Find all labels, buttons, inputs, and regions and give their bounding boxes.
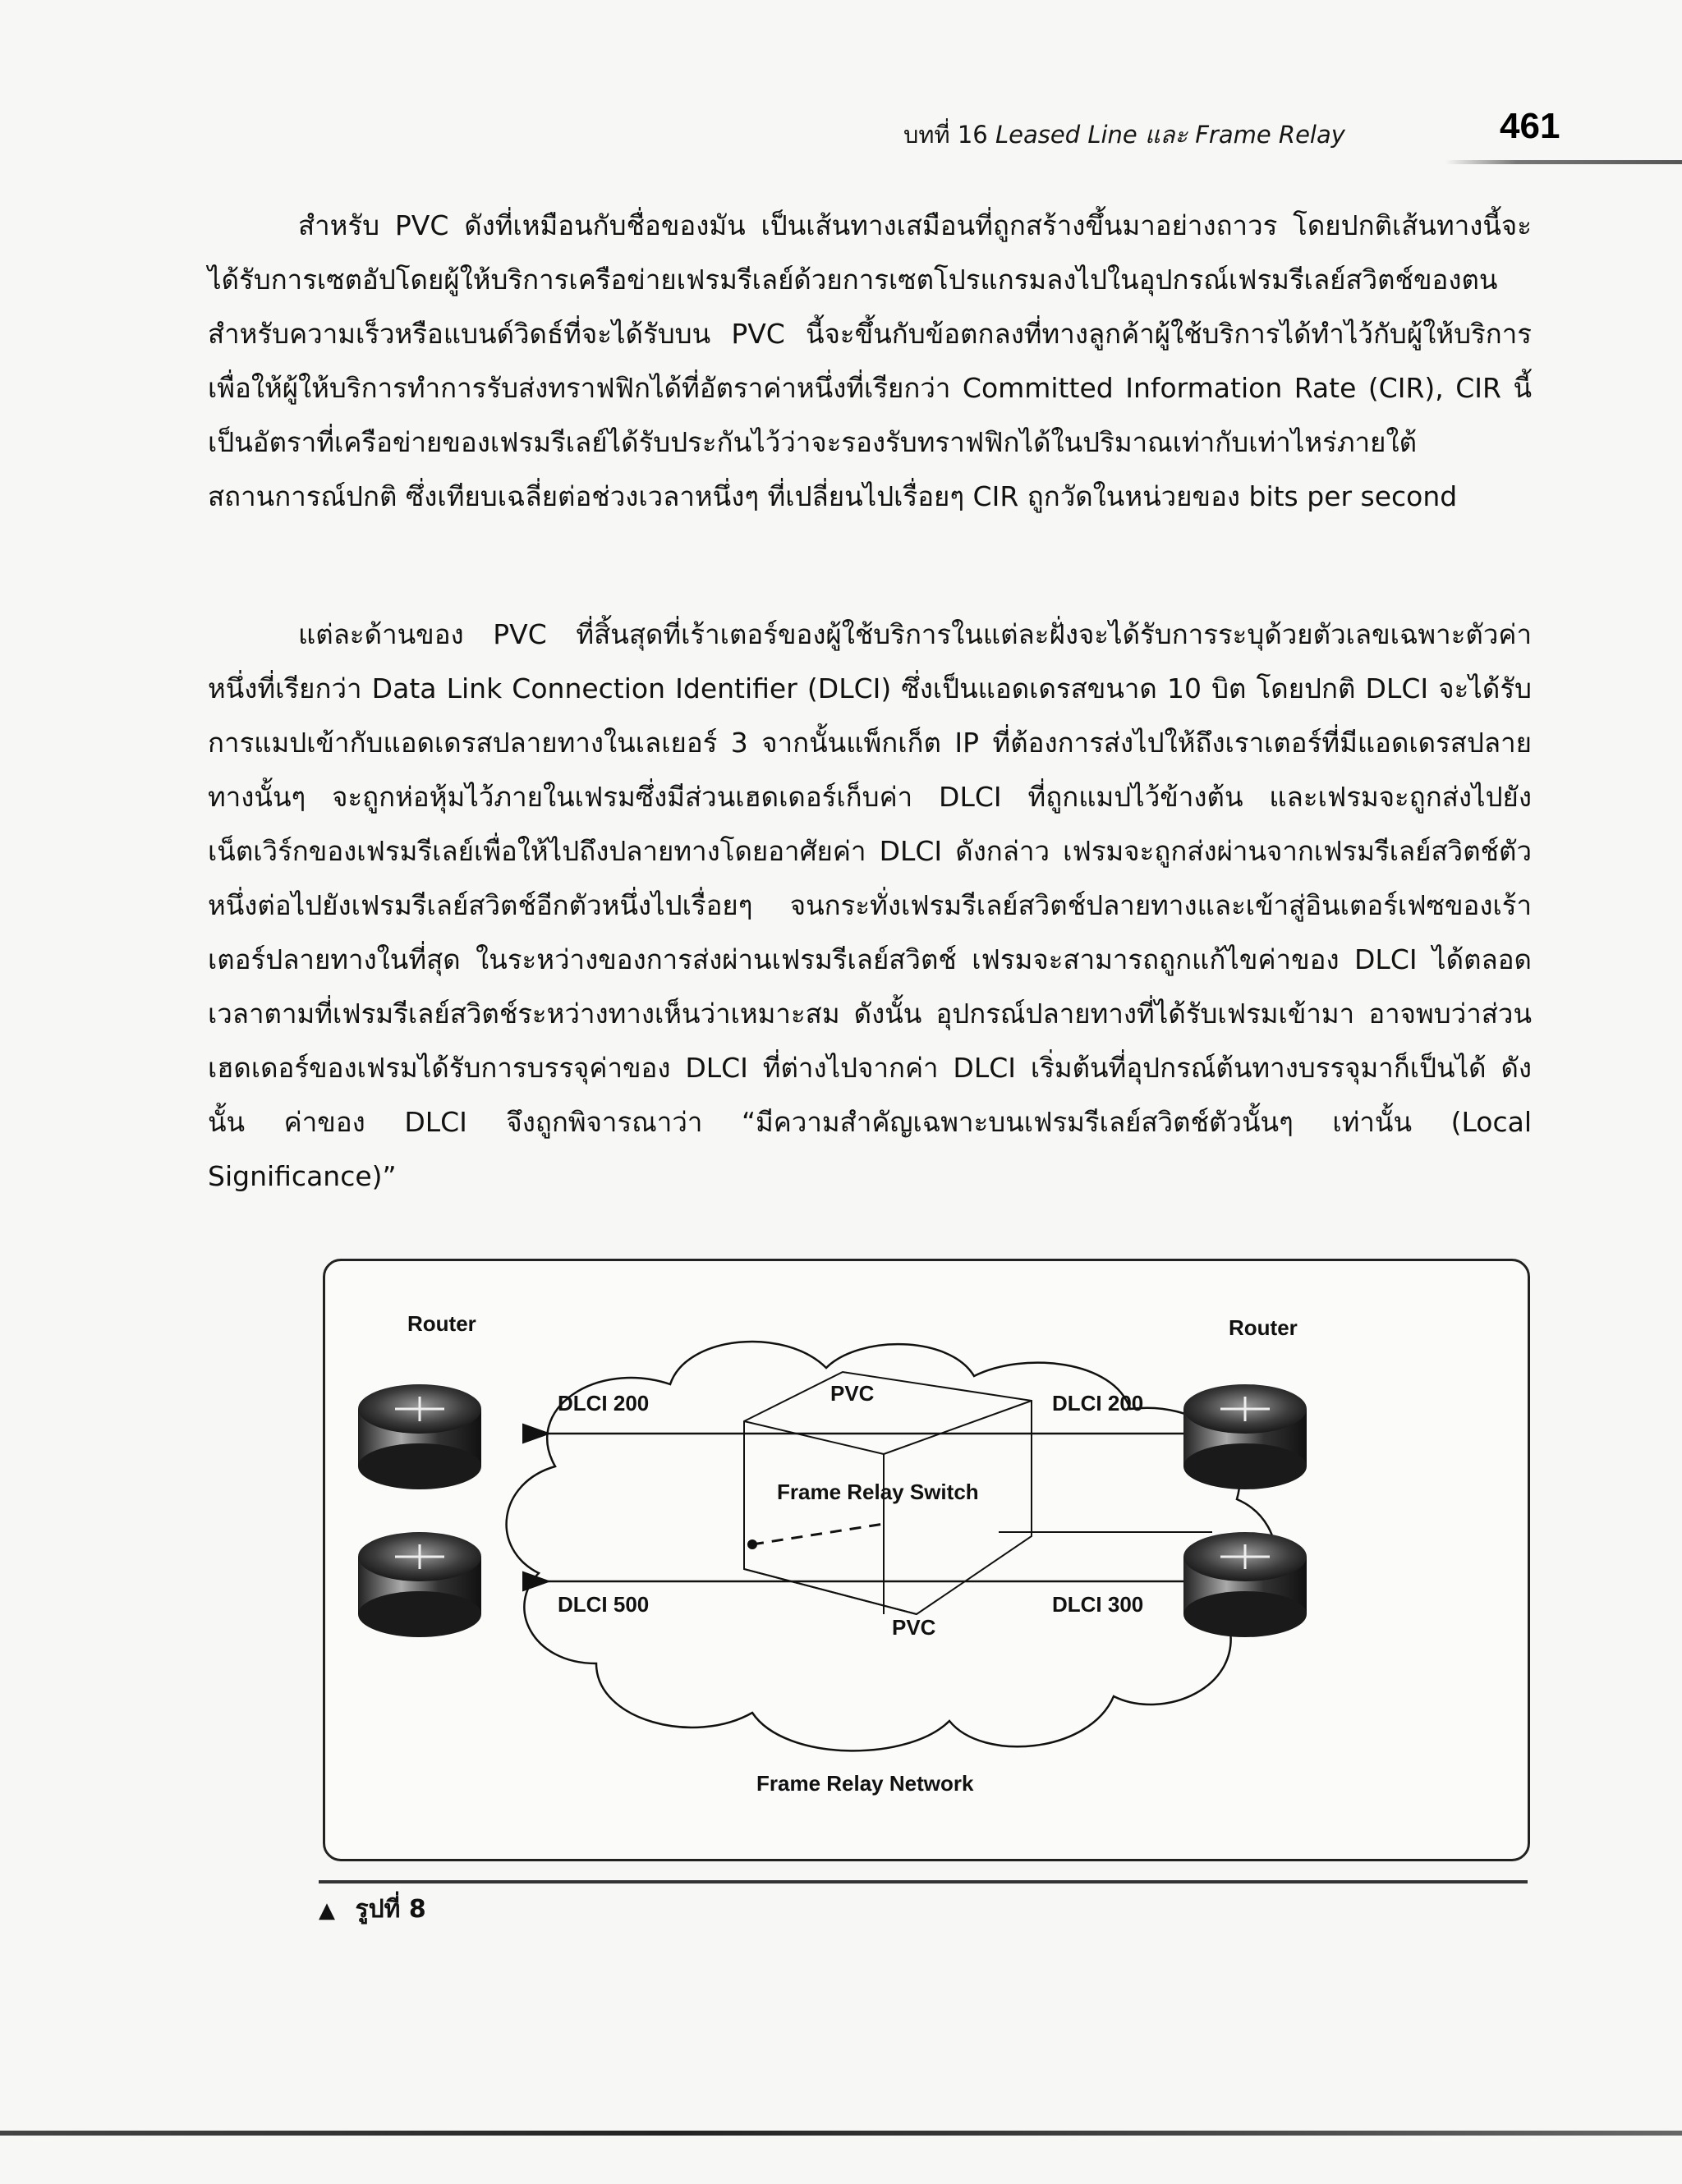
router-icon bbox=[1183, 1384, 1307, 1489]
router-label-left: Router bbox=[407, 1311, 476, 1336]
page-bottom-rule bbox=[0, 2131, 1682, 2136]
router-label-right: Router bbox=[1229, 1315, 1298, 1340]
running-header bbox=[0, 103, 1682, 185]
dlci-label-top-right: DLCI 200 bbox=[1052, 1391, 1144, 1415]
paragraph-text: แต่ละด้านของ PVC ที่สิ้นสุดที่เร้าเตอร์ของผู้ใช้บริการในแต่ละฝั่งจะได้รับการระบุด้วยตัวเลขเฉพาะตัวค่าหนึ่งที่เรียกว่า Data Link Connection Identifier (DLCI) ซึ่งเป็นแอดเดรสขนาด 10 บิต โดยปกติ DLCI จะได้รับการแมปเข้ากับแอดเดรสปลายทางในเลเยอร์ 3 จากนั้นแพ็กเก็ต IP ที่ต้องการส่งไปให้ถึงเราเตอร์ที่มีแอดเดรสปลายทางนั้นๆ จะถูกห่อหุ้มไว้ภายในเฟรมซึ่งมีส่วนเฮดเดอร์เก็บค่า DLCI ที่ถูกแมปไว้ข้างต้น และเฟรมจะถูกส่งไปยังเน็ตเวิร์กของเฟรมรีเลย์เพื่อให้ไปถึงปลายทางโดยอาศัยค่า DLCI ดังกล่าว เฟรมจะถูกส่งผ่านจากเฟรมรีเลย์สวิตช์ตัวหนึ่งต่อไปยังเฟรมรีเลย์สวิตช์อีกตัวหนึ่งไปเรื่อยๆ จนกระทั่งเฟรมรีเลย์สวิตช์ปลายทางและเข้าสู่อินเตอร์เฟซของเร้าเตอร์ปลายทางในที่สุด ในระหว่างของการส่งผ่านเฟรมรีเลย์สวิตช์ เฟรมจะสามารถถูกแก้ไขค่าของ DLCI ได้ตลอดเวลาตามที่เฟรมรีเลย์สวิตช์ระหว่างทางเห็นว่าเหมาะสม ดังนั้น อุปกรณ์ปลายทางที่ได้รับเฟรมเข้ามา อาจพบว่าส่วนเฮดเดอร์ของเฟรมได้รับการบรรจุค่าของ DLCI ที่ต่างไปจากค่า DLCI เริ่มต้นที่อุปกรณ์ต้นทางบรรจุมาก็เป็นได้ ดังนั้น ค่าของ DLCI จึงถูกพิจารณาว่า “มีความสำคัญเฉพาะบนเฟรมรีเลย์สวิตช์ตัวนั้นๆ เท่านั้น (Local Significance)” bbox=[208, 618, 1532, 1192]
body-paragraph-2 bbox=[208, 608, 1532, 1204]
router-icon bbox=[358, 1532, 481, 1637]
dlci-label-bottom-left: DLCI 500 bbox=[558, 1592, 650, 1617]
paragraph-text: สำหรับ PVC ดังที่เหมือนกับชื่อของมัน เป็นเส้นทางเสมือนที่ถูกสร้างขึ้นมาอย่างถาวร โดยปกติเส้นทางนี้จะได้รับการเซตอัปโดยผู้ให้บริการเครือข่ายเฟรมรีเลย์ด้วยการเซตโปรแกรมลงไปในอุปกรณ์เฟรมรีเลย์สวิตช์ของตน สำหรับความเร็วหรือแบนด์วิดธ์ที่จะได้รับบน PVC นี้จะขึ้นกับข้อตกลงที่ทางลูกค้าผู้ใช้บริการได้ทำไว้กับผู้ให้บริการ เพื่อให้ผู้ให้บริการทำการรับส่งทราฟฟิกได้ที่อัตราค่าหนึ่งที่เรียกว่า Committed Information Rate (CIR), CIR นี้เป็นอัตราที่เครือข่ายของเฟรมรีเลย์ได้รับประกันไว้ว่าจะรองรับทราฟฟิกได้ในปริมาณเท่ากับเท่าไหร่ภายใต้สถานการณ์ปกติ ซึ่งเทียบเฉลี่ยต่อช่วงเวลาหนึ่งๆ ที่เปลี่ยนไปเรื่อยๆ CIR ถูกวัดในหน่วยของ bits per second bbox=[208, 209, 1532, 512]
chapter-name: Leased Line และ Frame Relay bbox=[995, 121, 1345, 149]
router-icon bbox=[1183, 1532, 1307, 1637]
dlci-label-bottom-right: DLCI 300 bbox=[1052, 1592, 1144, 1617]
page-number: 461 bbox=[1500, 106, 1560, 146]
figure-caption bbox=[319, 1890, 426, 1929]
header-rule bbox=[1445, 160, 1682, 164]
caption-rule bbox=[319, 1880, 1528, 1883]
frame-relay-diagram bbox=[323, 1259, 1530, 1861]
dlci-label-top-left: DLCI 200 bbox=[558, 1391, 650, 1415]
pvc-label-top: PVC bbox=[830, 1381, 875, 1406]
diagram-canvas bbox=[325, 1261, 1528, 1859]
router-icon bbox=[358, 1384, 481, 1489]
switch-label: Frame Relay Switch bbox=[777, 1480, 979, 1504]
body-paragraph-1 bbox=[208, 199, 1532, 524]
network-label: Frame Relay Network bbox=[756, 1771, 974, 1796]
pvc-label-bottom: PVC bbox=[892, 1615, 936, 1640]
caption-text: รูปที่ 8 bbox=[355, 1895, 426, 1924]
caption-marker-icon: ▲ bbox=[319, 1898, 335, 1923]
chapter-title bbox=[903, 116, 1345, 154]
chapter-prefix: บทที่ 16 bbox=[903, 121, 988, 149]
